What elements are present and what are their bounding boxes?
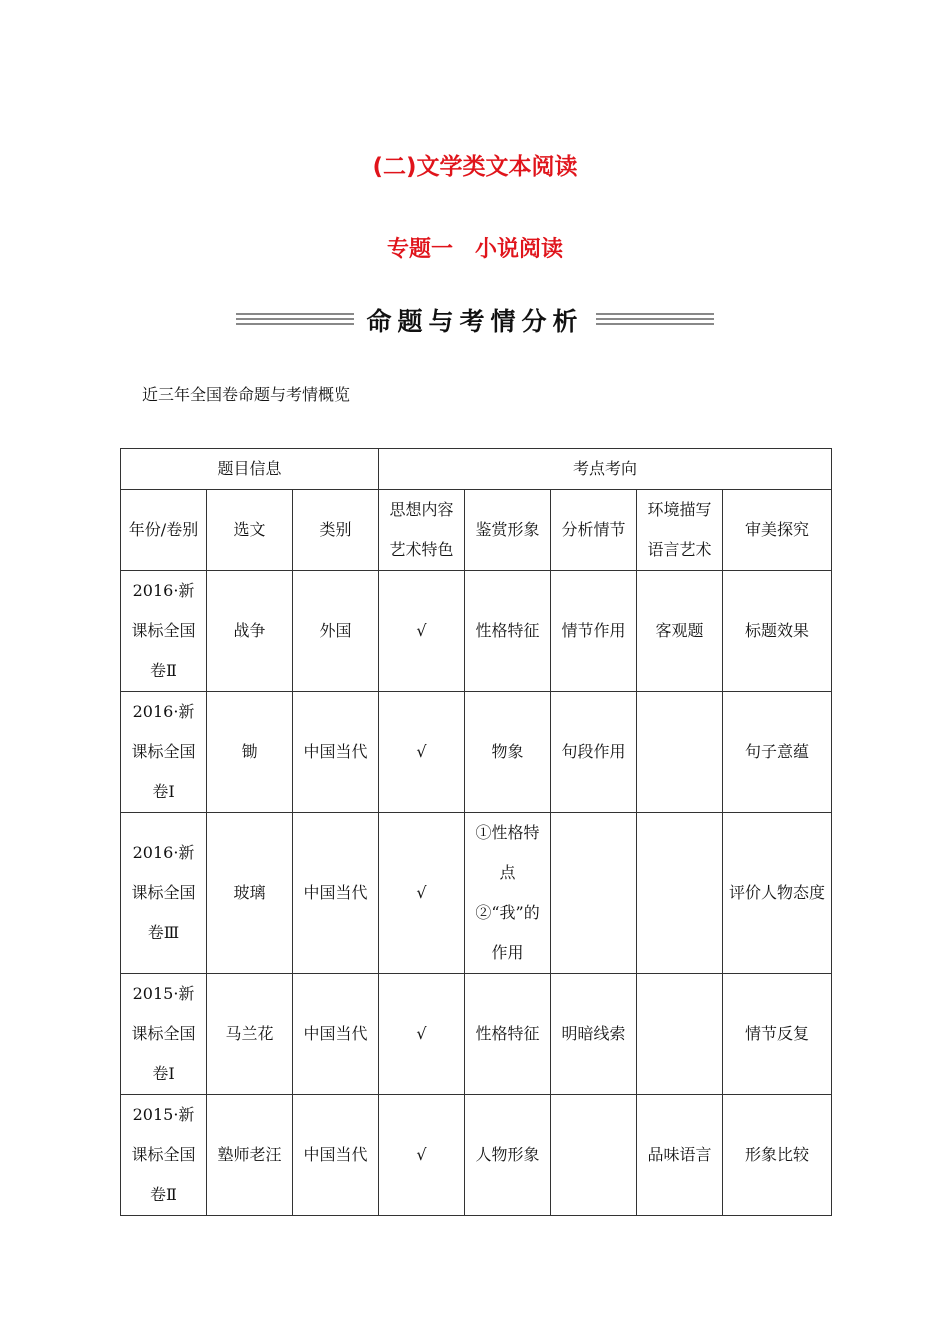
column-header: 类别: [293, 490, 379, 571]
table-row: [121, 571, 832, 692]
group-header-test-points: 考点考向: [379, 449, 832, 490]
table-cell: 性格特征: [465, 571, 551, 692]
table-cell: 标题效果: [723, 571, 832, 692]
table-cell: 中国当代: [293, 974, 379, 1095]
table-cell: [637, 692, 723, 813]
column-header: 思想内容艺术特色: [379, 490, 465, 571]
banner-rule-left: [236, 313, 354, 327]
table-cell: 品味语言: [637, 1095, 723, 1216]
column-header: 分析情节: [551, 490, 637, 571]
table-cell: 中国当代: [293, 692, 379, 813]
table-cell: 2016·新课标全国卷Ⅱ: [121, 571, 207, 692]
table-cell: 句子意蕴: [723, 692, 832, 813]
banner-label: 命题与考情分析: [366, 307, 584, 336]
table-cell: 战争: [207, 571, 293, 692]
table-cell: 2016·新课标全国卷Ⅰ: [121, 692, 207, 813]
table-cell: √: [379, 974, 465, 1095]
table-cell: [551, 1095, 637, 1216]
exam-analysis-table: [120, 448, 832, 1216]
table-row: [121, 813, 832, 974]
table-cell: ①性格特点②“我”的作用: [465, 813, 551, 974]
column-header: 环境描写语言艺术: [637, 490, 723, 571]
table-cell: [637, 813, 723, 974]
table-cell: √: [379, 692, 465, 813]
table-cell: 锄: [207, 692, 293, 813]
table-cell: 玻璃: [207, 813, 293, 974]
table-cell: [551, 813, 637, 974]
column-header: 年份/卷别: [121, 490, 207, 571]
table-cell: 句段作用: [551, 692, 637, 813]
table-cell: [637, 974, 723, 1095]
banner-rule-right: [596, 313, 714, 327]
topic-title: 专题一 小说阅读: [386, 237, 563, 262]
table-cell: 2015·新课标全国卷Ⅰ: [121, 974, 207, 1095]
table-cell: 明暗线索: [551, 974, 637, 1095]
table-cell: 情节作用: [551, 571, 637, 692]
table-cell: 塾师老汪: [207, 1095, 293, 1216]
table-cell: 2015·新课标全国卷Ⅱ: [121, 1095, 207, 1216]
table-group-header-row: [121, 449, 832, 490]
table-cell: √: [379, 1095, 465, 1216]
section-title: (二)文学类文本阅读: [372, 154, 578, 180]
section-banner: [236, 300, 714, 340]
column-header: 鉴赏形象: [465, 490, 551, 571]
table-row: [121, 974, 832, 1095]
table-cell: 情节反复: [723, 974, 832, 1095]
table-cell: √: [379, 571, 465, 692]
table-cell: 评价人物态度: [723, 813, 832, 974]
table-cell: 客观题: [637, 571, 723, 692]
table-cell: 性格特征: [465, 974, 551, 1095]
table-column-header-row: [121, 490, 832, 571]
table-row: [121, 692, 832, 813]
table-cell: 外国: [293, 571, 379, 692]
table-cell: 马兰花: [207, 974, 293, 1095]
table-cell: √: [379, 813, 465, 974]
column-header: 选文: [207, 490, 293, 571]
table-cell: 2016·新课标全国卷Ⅲ: [121, 813, 207, 974]
group-header-question-info: 题目信息: [121, 449, 379, 490]
column-header: 审美探究: [723, 490, 832, 571]
table-row: [121, 1095, 832, 1216]
table-cell: 中国当代: [293, 813, 379, 974]
table-cell: 人物形象: [465, 1095, 551, 1216]
intro-text: 近三年全国卷命题与考情概览: [142, 385, 351, 404]
table-cell: 中国当代: [293, 1095, 379, 1216]
table-cell: 形象比较: [723, 1095, 832, 1216]
table-cell: 物象: [465, 692, 551, 813]
